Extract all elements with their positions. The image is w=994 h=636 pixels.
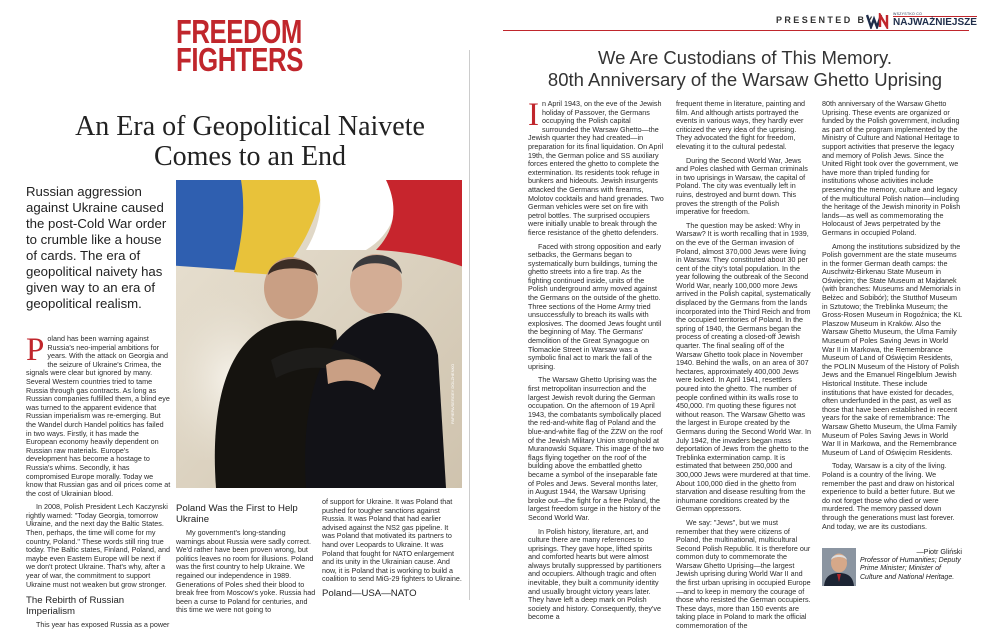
section-title-line1: FREEDOM xyxy=(176,13,302,50)
left-col2-text: My government's long-standing warnings about Russia were sadly correct. We'd rather have been proven wrong, but politics leaves no room for illusions. Poland was the first country to help Ukraine. We regained our independence in 1989. Generations of Poles shed their blood to break free from Moscow's yoke. Russia had been a curse to Poland for centuries, and this time we were not going to xyxy=(176,528,316,615)
right-col1-p2: Faced with strong opposition and early setbacks, the Germans began to systematically burn buildings, turning the ghetto streets into a fire trap. As the fighting continued inside, units of the Polish underground army moved against the Germans on the outside of the ghetto. Three sections of the Home Army tried unsuccessfully to breach its walls with explosives. The doomed Jews fought until the beginning of May. The Germans' demolition of the Great Synagogue on Tłomackie Street in Warsaw was a symbolic final act to mark the fall of the uprising. xyxy=(528,241,662,371)
header-rule xyxy=(503,30,969,31)
right-col3-p1: 80th anniversary of the Warsaw Ghetto Uprising. These events are organized or funded by the Polish government, including as part of the program implemented by the Ministry of Culture and National Heritage to support activities that preserve the legacy and memory of Polish Jews. Since the United Right took over the government, we have more than tripled funding for institutions whose activities include preserving the memory, culture and legacy of the multicultural Polish nation—including the heritage of the Jewish minority in Polish lands—as well as commemorating the Holocaust of Jews perpetrated by the Germans in occupied Poland. xyxy=(822,99,961,237)
left-para3: This year has exposed Russia as a power xyxy=(36,620,170,630)
left-dropcap: P xyxy=(26,332,45,368)
right-article-title xyxy=(520,47,970,91)
right-col3-p2: Among the institutions subsidized by the Polish government are the state museums in the former German death camps: the Auschwitz-Birkenau State Museum in Oświęcim; the State Museum at Majdanek (with branches: Museums and Memorials in Bełżec and Sobibór); the Stutthof Museum in Sztutowo; the Treblinka Museum; the Gross-Rosen Museum in Rogoźnica; the KL Plaszow Museum in Kraków. Also the Warsaw Ghetto Museum, the Ulma Family Museum of Poles Saving Jews in World War II in Markowa, the Remembrance Museum of Land of Oświęcim Residents, the POLIN Museum of the History of Polish Jews and the Emanuel Ringelblum Jewish Historical Institute. These include institutions that have existed for decades, often underfunded in the past, as well as those that have been established in recent years for the sake of remembrance: The Warsaw Ghetto Museum, the Ulma Family Museum of Poles Saving Jews in World War II in Markowa, and the Remembrance Museum of Land of Oświęcim Residents. xyxy=(822,241,962,457)
left-article-col1 xyxy=(26,332,171,635)
right-col1-p3: The Warsaw Ghetto Uprising was the first metropolitan insurrection and the largest Jewish revolt during the German occupation. On the afternoon of 19 April 1943, the combatants symbolically placed the red-and-white flag of Poland and the blue-and-white flag of the ŻZW on the roof of the Jewish Military Union stronghold at Muranowski Square. This image of the two flags flying together on the roof of the building above the embattled ghetto became a symbol of the inseparable fate of Poles and Jews. Several months later, in August 1944, the Warsaw Uprising broke out—the fight for a free Poland, the largest freedom surge in the history of the Second World War. xyxy=(528,375,664,522)
section-title xyxy=(176,13,316,78)
logo-small-text: WSZYSTKO CO xyxy=(893,12,923,16)
right-col2-p3: The question may be asked: Why in Warsaw? It is worth recalling that in 1939, on the eve of the German invasion of Poland, almost 370,000 Jews were living in Warsaw. They constituted about 30 per cent of the city's total population. In the year following the outbreak of the Second World War, nearly 100,000 more Jews arrived in the Polish capital, systematically displaced by the Germans from the lands incorporated into the Third Reich and from the occupied territories of Poland. In the spring of 1940, the Germans began the process of creating a closed-off Jewish quarter. The final sealing off of the Warsaw Ghetto took place in November 1940. Behind the walls, on an area of 307 hectares, approximately 400,000 Jews were locked. In April 1941, resettlers poured into the ghetto. The number of people confined within its walls rose to 450,000. I'm quoting these figures not without reason. The Warsaw Ghetto was the largest in Europe created by the Germans during the Second World War. In July 1942, the invaders began mass deportation of Jews from the ghetto to the Treblinka extermination camp. It is estimated that between 250,000 and 300,000 Jews were murdered at that time. About 100,000 died in the ghetto from starvation and disease resulting from the inhumane conditions created by the German oppressors. xyxy=(676,220,812,514)
author-photo xyxy=(822,548,856,586)
author-title: Professor of Humanities; Deputy Prime Minister; Minister of Culture and National Heritage. xyxy=(860,557,961,581)
right-title-line1: We Are Custodians of This Memory. xyxy=(597,47,893,68)
right-article-col2 xyxy=(676,100,812,636)
sponsor-logo[interactable] xyxy=(866,12,977,30)
left-para2: In 2008, Polish President Lech Kaczynski rightly warned: "Today Georgia, tomorrow Ukraine, and the next day the Baltic States. Then, perhaps, the time will come for my country, Poland." These words still ring true today. The Baltic states, Finland, Poland, and maybe even Eastern Europe will be next if we don't protect Ukraine. That's why, after a year of war, the commitment to support Ukraine must not weaken but grow stronger. xyxy=(26,502,170,589)
right-col1-p4: In Polish history, literature, art, and culture there are many references to uprisings. They gave hope, lifted spirits and comforted hearts but were almost always brutally suppressed by partitioners and occupiers. Although tragic and often inevitable, they built a community identity and usually brought victory years later. They have left a deep mark on Polish society and history. Consequently, they've become a xyxy=(528,526,662,622)
left-col3-text: of support for Ukraine. It was Poland that pushed for tougher sanctions against Russia. It was Poland that had earlier advised against the NS2 gas pipeline. It was Poland that motivated its partners to hand over Leopards to Ukraine. It was Poland that fought for NATO enlargement and its unity in the Ukrainian cause. And now, it is Poland that is working to build a coalition to send MiG-29 fighters to Ukraine. xyxy=(322,497,462,584)
left-article-col2 xyxy=(176,504,316,620)
right-col2-p4: We say: "Jews", but we must remember that they were citizens of Poland, the multinational, multicultural Second Polish Republic. It is therefore our common duty to commemorate the Warsaw Ghetto Uprising—the largest Jewish uprising during World War II and the first urban uprising in occupied Europe—and to keep in memory the courage of those who resisted the German occupiers. These days, more than 150 events are taking place in Poland to mark the official commemoration of the xyxy=(676,517,811,631)
author-portrait xyxy=(822,548,856,586)
right-dropcap: I xyxy=(528,97,539,133)
logo-text: NAJWAŻNIEJSZE xyxy=(893,17,977,28)
article-photo xyxy=(176,180,462,488)
left-subhead-rebirth: The Rebirth of Russian Imperialism xyxy=(26,595,125,617)
right-col2-p1: frequent theme in literature, painting and film. And although artists portrayed the events in various ways, they hardly ever criticized the very idea of the uprising. They advocated the fight for freedom, elevating it to the cultural pedestal. xyxy=(676,99,806,151)
logo-mark-icon xyxy=(866,13,890,29)
right-col3-p3: Today, Warsaw is a city of the living. Poland is a country of the living. We remember the past and draw on historical experience to build a better future. But we do not forget those who died or were murdered. The memory passed down through the generations must last forever. And today, we are its custodians. xyxy=(822,461,956,531)
article-divider xyxy=(469,50,470,600)
section-title-line2: FIGHTERS xyxy=(176,41,304,78)
left-article-title: An Era of Geopolitical Naivete Comes to an End xyxy=(75,111,425,172)
left-article-lede: Russian aggression against Ukraine caused the post-Cold War order to crumble like a house of cards. The era of geopolitical naivety has given way to an era of geopolitical realism. xyxy=(26,184,167,311)
right-col1-p1: n April 1943, on the eve of the Jewish holiday of Passover, the Germans occupying the Polish capital surrounded the Warsaw Ghetto—the Jewish quarter they had created—in preparation for its final liquidation. On April 19th, the German police and SS auxiliary forces entered the ghetto to complete the extermination. Its residents took refuge in bunkers and hideouts. Jewish insurgents attacked the Germans with firearms, Molotov cocktails and hand grenades. Two German vehicles were set on fire with petrol bottles. The surprised occupiers were initially unable to break through the fierce resistance of the ghetto defenders. xyxy=(528,99,664,237)
right-article-col1 xyxy=(528,97,664,627)
leaders-embrace-photo xyxy=(176,180,462,488)
right-col2-p2: During the Second World War, Jews and Poles clashed with German criminals in two uprisings in Warsaw, the capital of Poland. The city was eventually left in ruins, destroyed and burnt down. This proves the strength of the Polish imperative for freedom. xyxy=(676,155,808,217)
right-article-col3 xyxy=(822,100,962,536)
presented-by-label: PRESENTED BY xyxy=(776,15,875,25)
left-subhead-first-to-help: Poland Was the First to Help Ukraine xyxy=(176,503,298,525)
right-title-line2: 80th Anniversary of the Warsaw Ghetto Uprising xyxy=(547,69,943,90)
photo-credit: PAP/EPA/SERGEY DOLZHENKO xyxy=(450,363,455,424)
left-para1: oland has been warning against Russia's neo-imperial ambitions for years. With the attack on Georgia and the seizure of Ukraine's Crimea, the signals were clear but ignored by many. Several Western countries tried to tame Russia through gas contracts. As long as Russian companies fulfilled them, a blind eye was turned to the apparent evidence that Russian imperialism was re-emerging. But the Wandel durch Handel politics has failed in two ways. Firstly, it has made the European economy heavily dependent on Russian raw materials. Europe's development has become a hostage to Russia's whims. Secondly, it has compromised Europe morally. Today we know that Russian gas and oil prices come at the cost of Ukrainian blood. xyxy=(26,334,171,498)
left-subhead-poland-usa-nato: Poland—USA—NATO xyxy=(322,587,417,599)
left-article-col3 xyxy=(322,498,462,603)
author-signature: —Piotr Gliński xyxy=(916,547,962,556)
